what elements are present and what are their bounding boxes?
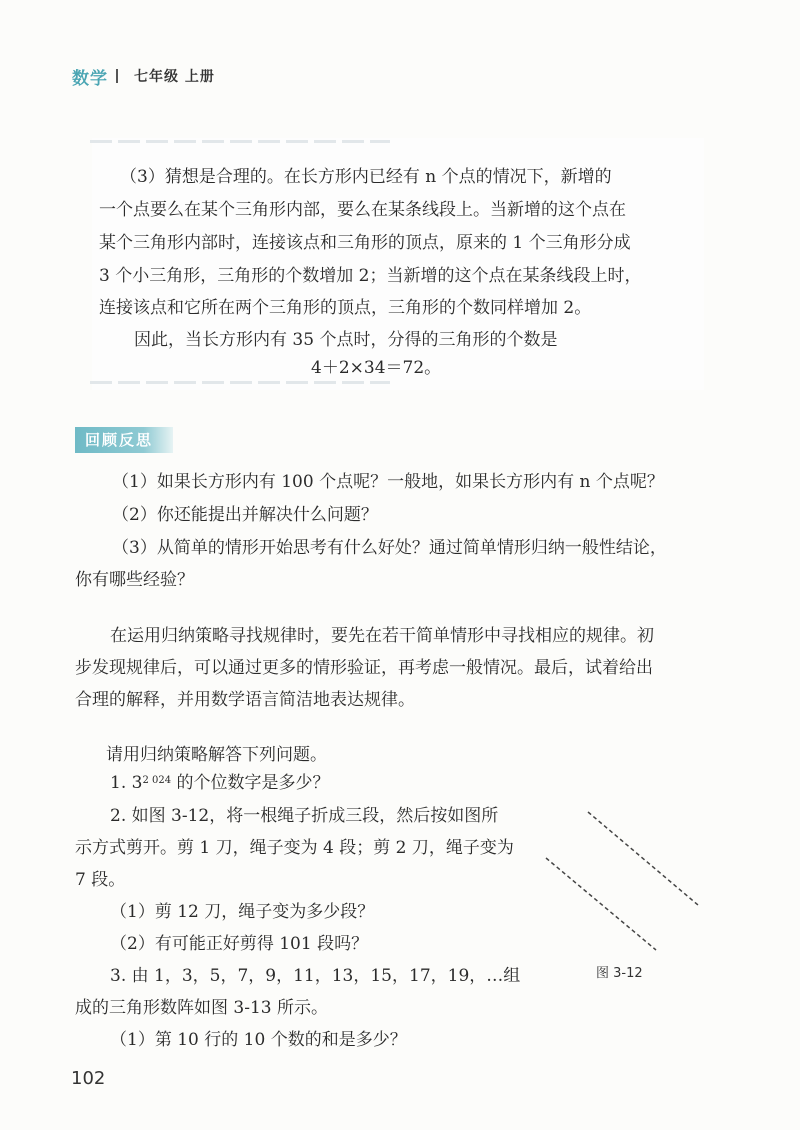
review-line: （1）如果长方形内有 100 个点呢？一般地，如果长方形内有 n 个点呢？: [112, 472, 664, 492]
review-line: （2）你还能提出并解决什么问题？: [112, 505, 378, 525]
exercise-2-line: 示方式剪开。剪 1 刀，绳子变为 4 段；剪 2 刀，绳子变为: [75, 838, 514, 858]
solution-line: 一个点要么在某个三角形内部，要么在某条线段上。当新增的这个点在: [99, 200, 626, 220]
header-subject: 数学: [72, 69, 108, 89]
exercise-2-sub: （2）有可能正好剪得 101 段吗？: [110, 934, 369, 954]
exercise-3-sub: （1）第 10 行的 10 个数的和是多少？: [110, 1030, 407, 1050]
rope-segment-top: [588, 812, 698, 905]
header-grade: 七年级 上册: [134, 69, 215, 85]
exercise-3-line: 成的三角形数阵如图 3-13 所示。: [75, 998, 328, 1018]
review-line: （3）从简单的情形开始思考有什么好处？通过简单情形归纳一般性结论，: [112, 538, 667, 558]
solution-line: 某个三角形内部时，连接该点和三角形的顶点，原来的 1 个三角形分成: [99, 233, 631, 253]
exercise-1-exponent: 2 024: [142, 775, 172, 786]
figure-3-12: [540, 810, 720, 955]
solution-line: （3）猜想是合理的。在长方形内已经有 n 个点的情况下，新增的: [120, 167, 612, 187]
summary-line: 步发现规律后，可以通过更多的情形验证，再考虑一般情况。最后，试着给出: [75, 658, 653, 678]
figure-caption: 图 3-12: [596, 966, 643, 981]
solution-top-border: [90, 140, 390, 143]
exercise-2-sub: （1）剪 12 刀，绳子变为多少段？: [110, 902, 375, 922]
solution-line: 因此，当长方形内有 35 个点时，分得的三角形的个数是: [134, 330, 558, 350]
page-number: 102: [71, 1068, 106, 1089]
exercise-2-line: 2. 如图 3-12，将一根绳子折成三段，然后按如图所: [110, 806, 499, 826]
solution-formula: 4＋2×34＝72。: [311, 358, 442, 378]
review-line: 你有哪些经验？: [75, 570, 194, 590]
exercise-1: [110, 768, 330, 798]
summary-line: 合理的解释，并用数学语言简洁地表达规律。: [75, 690, 415, 710]
exercise-1-base: 1. 3: [110, 773, 143, 793]
solution-line: 连接该点和它所在两个三角形的顶点，三角形的个数同样增加 2。: [99, 298, 592, 318]
rope-segment-bottom: [546, 858, 656, 950]
exercise-2-line: 7 段。: [75, 870, 126, 890]
review-tag: 回顾反思: [75, 427, 173, 453]
summary-line: 在运用归纳策略寻找规律时，要先在若干简单情形中寻找相应的规律。初: [110, 626, 654, 646]
exercises-intro: 请用归纳策略解答下列问题。: [106, 745, 327, 765]
solution-line: 3 个小三角形，三角形的个数增加 2；当新增的这个点在某条线段上时，: [99, 266, 642, 286]
exercise-1-text: 的个位数字是多少？: [171, 773, 330, 793]
exercise-3-line: 3. 由 1，3，5，7，9，11，13，15，17，19，…组: [110, 966, 521, 986]
header-separator: [116, 69, 118, 83]
